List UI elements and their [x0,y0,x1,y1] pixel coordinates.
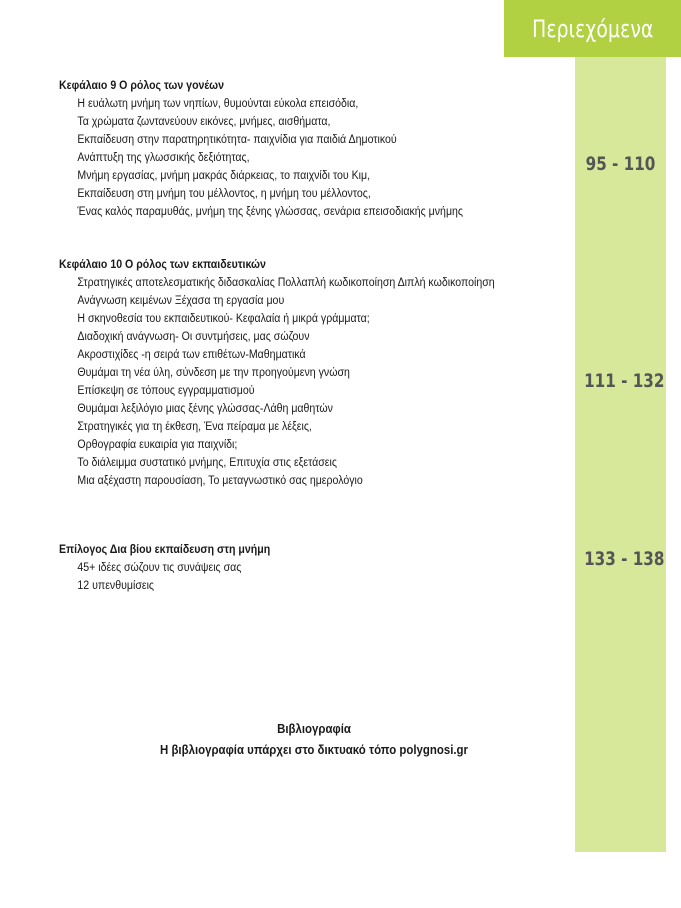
toc-entry: Εκπαίδευση στην παρατηρητικότητα- παιχνίδια για παιδιά Δημοτικού [77,134,397,146]
toc-entry: Η σκηνοθεσία του εκπαιδευτικού- Κεφαλαία ή μικρά γράμματα; [77,313,370,325]
toc-section-chapter-10 [59,256,569,490]
bibliography-title: Βιβλιογραφία [277,721,351,736]
toc-entry: Μνήμη εργασίας, μνήμη μακράς διάρκειας, το παιχνίδι του Κιμ, [77,170,371,182]
section-heading: Κεφάλαιο 10 Ο ρόλος των εκπαιδευτικών [59,259,266,271]
header-tab [504,0,681,57]
toc-entry: Η ευάλωτη μνήμη των νηπίων, θυμούνται εύκολα επεισόδια, [77,98,359,110]
toc-entry: Στρατηγικές για τη έκθεση, Ένα πείραμα με λέξεις, [77,421,312,433]
toc-entry: Το διάλειμμα συστατικό μνήμης, Επιτυχία στις εξετάσεις [77,457,337,469]
toc-entry: Θυμάμαι τη νέα ύλη, σύνδεση με την προηγούμενη γνώση [77,367,350,379]
bibliography-note: Η βιβλιογραφία υπάρχει στο δικτυακό τόπο polygnosi.gr [160,742,468,757]
page-title: Περιεχόμενα [531,14,654,43]
bibliography-block [59,718,569,760]
toc-section-epilogue [59,541,569,595]
page-range-chapter-10: 111 - 132 [584,370,665,392]
page-number-column [575,57,666,852]
toc-entry: Ανάπτυξη της γλωσσικής δεξιότητας, [77,152,250,164]
toc-entry: Ανάγνωση κειμένων Ξέχασα τη εργασία μου [77,295,285,307]
toc-entry: Διαδοχική ανάγνωση- Οι συντμήσεις, μας σώζουν [77,331,310,343]
section-heading: Κεφάλαιο 9 Ο ρόλος των γονέων [59,80,225,92]
toc-entry: 12 υπενθυμίσεις [77,580,155,592]
toc-section-chapter-9 [59,77,569,221]
toc-entry: Ακροστιχίδες -η σειρά των επιθέτων-Μαθηματικά [77,349,306,361]
toc-entry: Τα χρώματα ζωντανεύουν εικόνες, μνήμες, αισθήματα, [77,116,331,128]
page-range-epilogue: 133 - 138 [584,548,665,570]
toc-entry: Εκπαίδευση στη μνήμη του μέλλοντος, η μνήμη του μέλλοντος, [77,188,371,200]
toc-entry: Στρατηγικές αποτελεσματικής διδασκαλίας Πολλαπλή κωδικοποίηση Διπλή κωδικοποίηση [77,277,495,289]
toc-entry: Επίσκεψη σε τόπους εγγραμματισμού [77,385,255,397]
toc-entry: Ορθογραφία ευκαιρία για παιχνίδι; [77,439,238,451]
toc-entry: 45+ ιδέες σώζουν τις συνάψεις σας [77,562,242,574]
section-heading: Επίλογος Δια βίου εκπαίδευση στη μνήμη [59,544,271,556]
toc-entry: Θυμάμαι λεξιλόγιο μιας ξένης γλώσσας-Λάθη μαθητών [77,403,333,415]
toc-entry: Μια αξέχαστη παρουσίαση, Το μεταγνωστικό σας ημερολόγιο [77,475,363,487]
page-range-chapter-9: 95 - 110 [585,153,656,175]
toc-entry: Ένας καλός παραμυθάς, μνήμη της ξένης γλώσσας, σενάρια επεισοδιακής μνήμης [77,206,464,218]
